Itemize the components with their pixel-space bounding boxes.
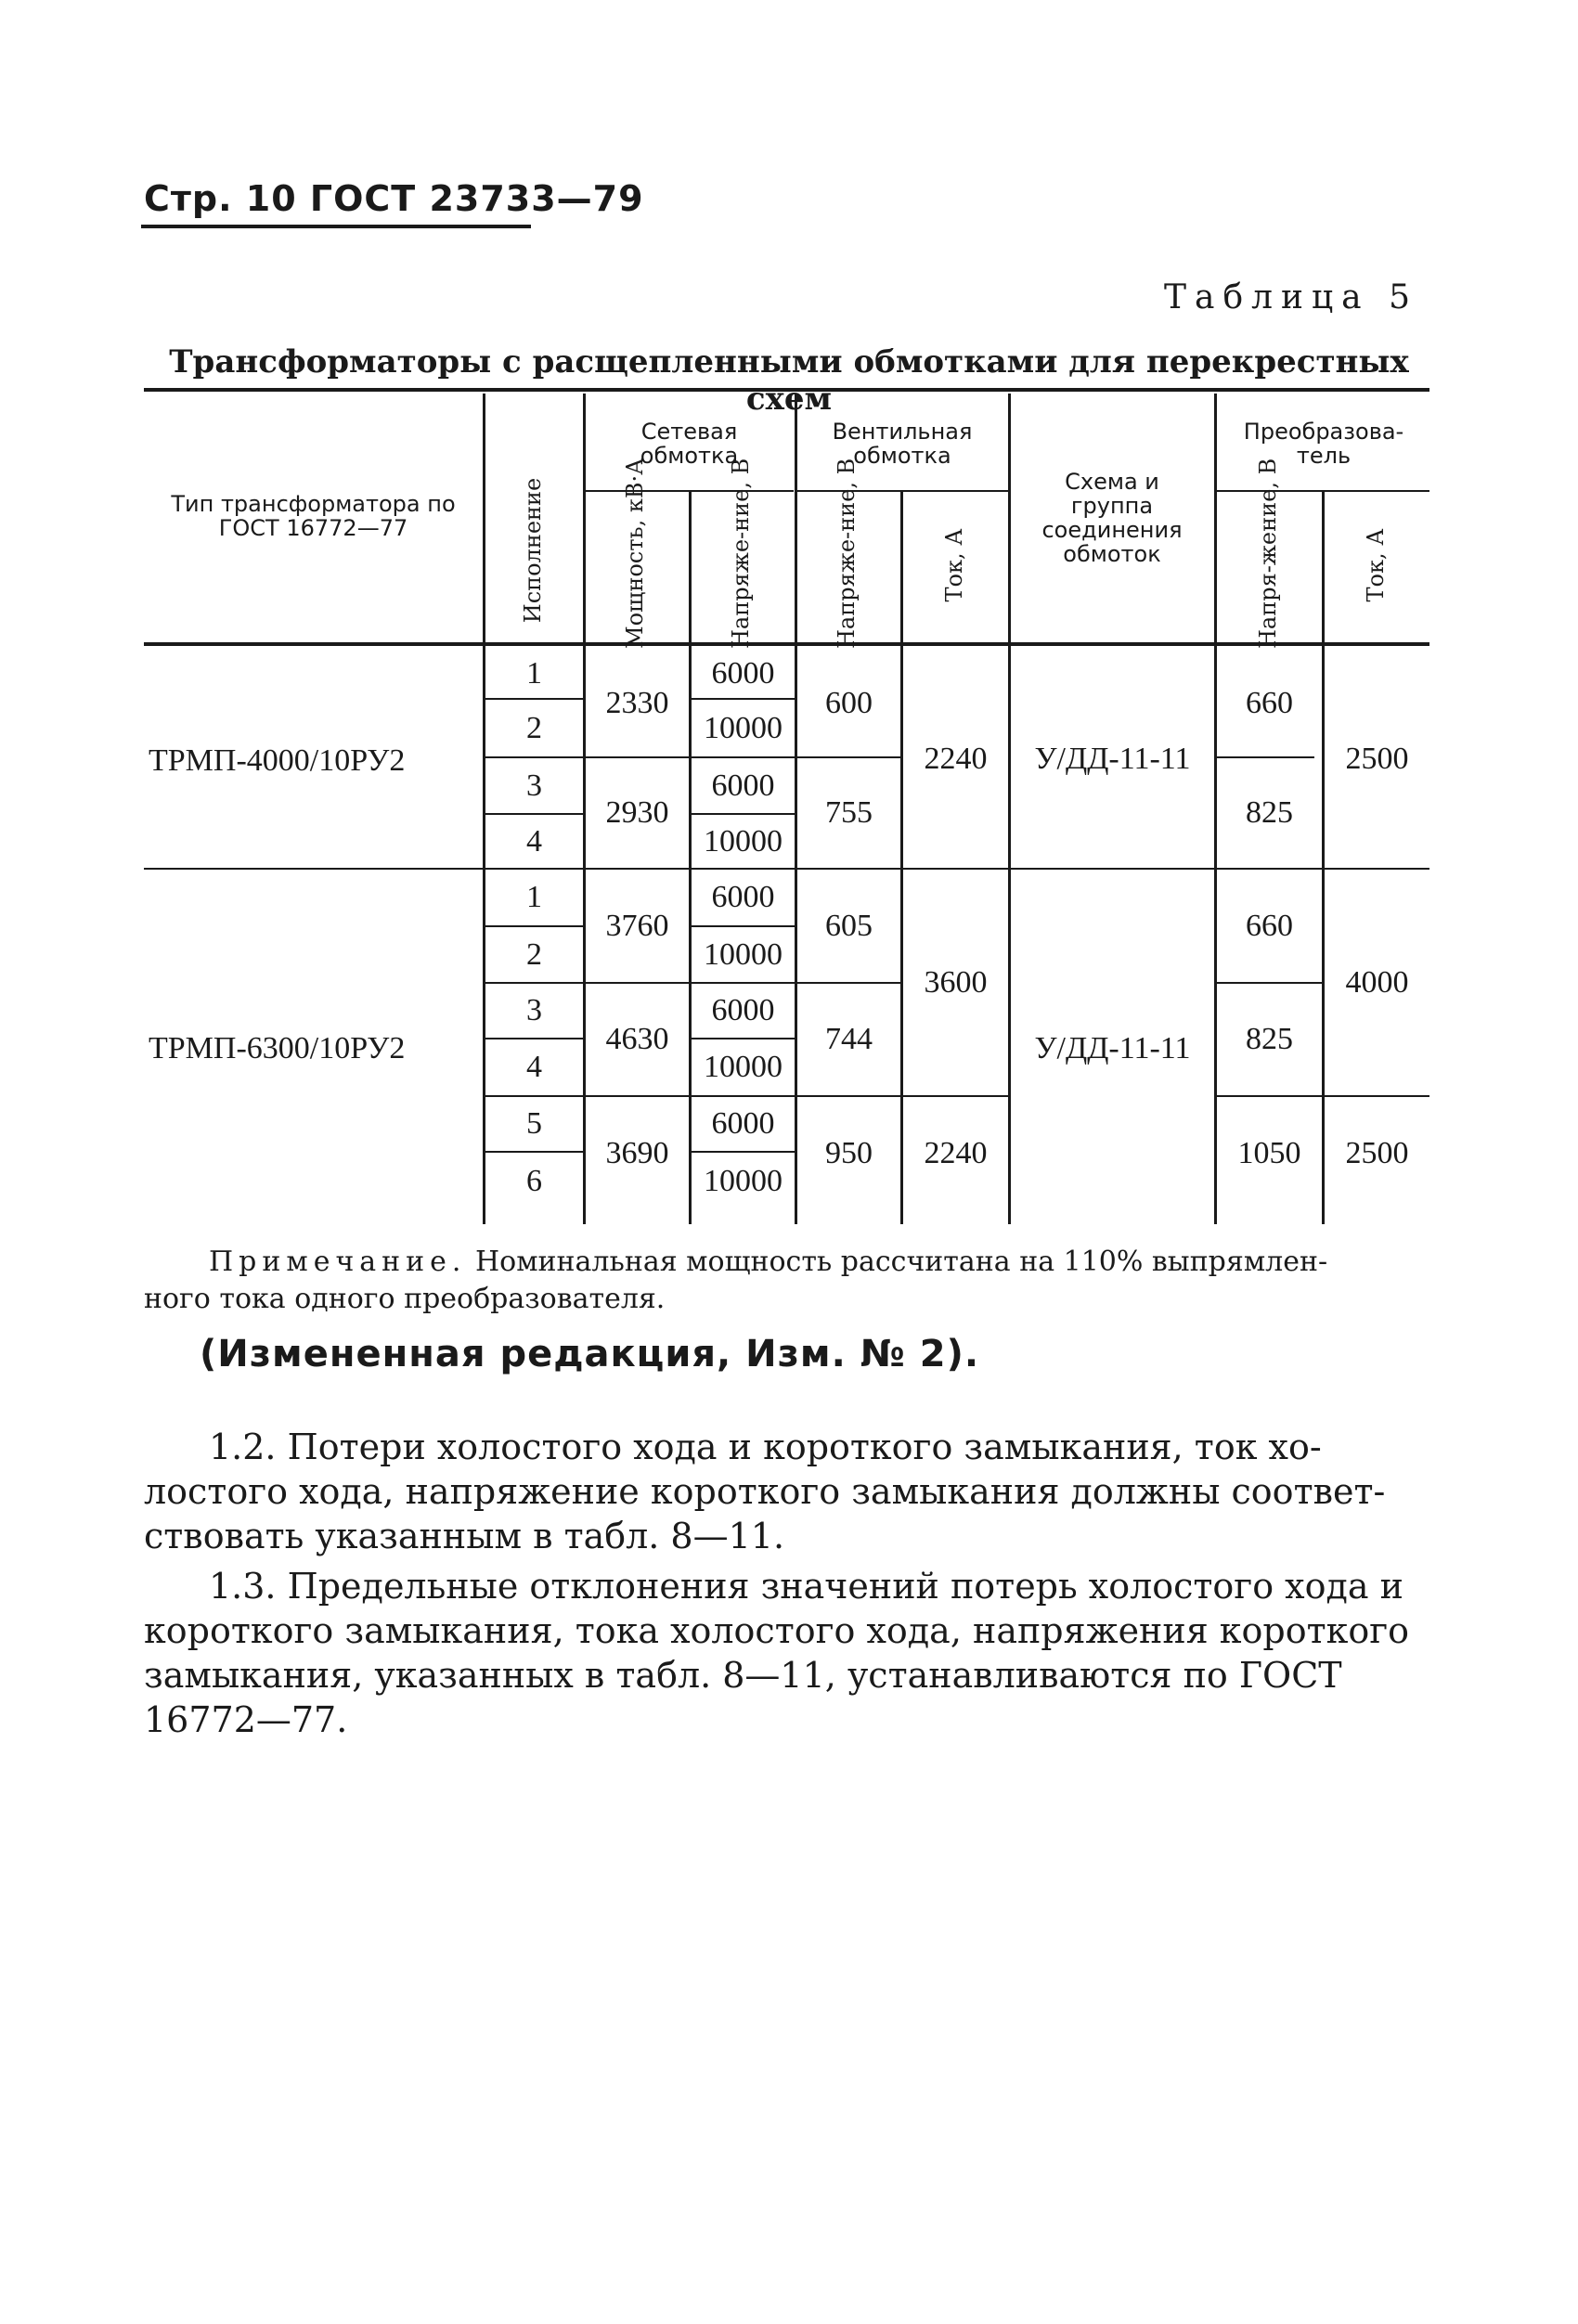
header-power: Мощность, кВ·А [622,458,648,649]
conv-voltage-cell: 825 [1246,795,1293,830]
valve-voltage-cell: 950 [825,1136,873,1170]
power-cell: 2930 [605,795,669,830]
type-cell: ТРМП-6300/10РУ2 [149,1031,406,1065]
header-voltage: Напряже-ние, В [728,458,754,649]
valve-voltage-cell: 744 [825,1022,873,1056]
para-1-3-line: 16772—77. [144,1699,348,1740]
conv-current-cell: 2500 [1345,1136,1409,1170]
header-type: Тип трансформатора по ГОСТ 16772—77 [171,491,456,541]
voltage-cell: 6000 [711,993,775,1027]
note-label: Примечание. [209,1246,467,1278]
scheme-cell: У/ДД-11-11 [1034,741,1191,776]
exec-cell: 1 [526,656,542,691]
exec-cell: 5 [526,1106,542,1141]
table-note [209,1244,1434,1281]
voltage-cell: 10000 [704,1050,783,1084]
note-text-1: Номинальная мощность рассчитана на 110% выпрямлен- [475,1246,1328,1278]
type-cell: ТРМП-4000/10РУ2 [149,743,406,778]
header-bottom-rule [144,642,1429,646]
voltage-cell: 10000 [704,936,783,972]
exec-cell: 4 [526,823,542,859]
voltage-cell: 10000 [704,823,783,859]
header-valve-current: Ток, А [941,528,967,602]
header-conv-current: Ток, А [1363,528,1389,602]
table-note-line2: ного тока одного преобразователя. [144,1283,666,1315]
exec-cell: 2 [526,936,542,972]
voltage-cell: 6000 [711,656,775,691]
valve-current-cell: 2240 [924,1136,988,1170]
exec-cell: 4 [526,1050,542,1084]
valve-voltage-cell: 600 [825,685,873,720]
exec-cell: 6 [526,1164,542,1198]
voltage-cell: 10000 [704,710,783,745]
header-network-winding: Сетевая обмотка [640,419,739,469]
valve-voltage-cell: 605 [825,908,873,943]
para-1-3-line: замыкания, указанных в табл. 8—11, устанавливаются по ГОСТ [144,1655,1342,1696]
conv-voltage-cell: 1050 [1237,1136,1301,1170]
header-scheme: Схема и группа соединения обмоток [1041,469,1183,567]
voltage-cell: 10000 [704,1164,783,1198]
para-1-2-line: ствовать указанным в табл. 8—11. [144,1516,785,1556]
para-1-3-line: короткого замыкания, тока холостого хода, напряжения короткого [144,1610,1410,1651]
header-rule [141,225,531,228]
conv-current-cell: 4000 [1345,964,1409,1000]
voltage-cell: 6000 [711,880,775,914]
para-1-2-line: 1.2. Потери холостого хода и короткого замыкания, ток хо- [209,1427,1322,1467]
power-cell: 3690 [605,1136,669,1170]
header-conv-voltage: Напря-жение, В [1255,458,1281,649]
conv-voltage-cell: 660 [1246,685,1293,720]
conv-current-cell: 2500 [1345,741,1409,776]
valve-current-cell: 2240 [924,741,988,776]
power-cell: 4630 [605,1022,669,1056]
header-converter: Преобразова-тель [1243,419,1404,469]
conv-voltage-cell: 825 [1246,1022,1293,1056]
exec-cell: 3 [526,993,542,1027]
header-execution: Исполнение [520,477,546,624]
conv-voltage-cell: 660 [1246,908,1293,943]
scheme-cell: У/ДД-11-11 [1034,1031,1191,1065]
exec-cell: 1 [526,880,542,914]
voltage-cell: 6000 [711,1106,775,1141]
header-valve-voltage: Напряже-ние, В [834,458,860,649]
valve-voltage-cell: 755 [825,795,873,830]
para-1-2-line: лостого хода, напряжение короткого замыкания должны соответ- [144,1471,1386,1512]
exec-cell: 2 [526,710,542,745]
valve-sub-rule [796,490,1010,492]
para-1-3-line: 1.3. Предельные отклонения значений потерь холостого хода и [209,1566,1403,1607]
table-number: Таблица 5 [1164,278,1418,316]
exec-cell: 3 [526,768,542,803]
power-cell: 3760 [605,908,669,943]
power-cell: 2330 [605,685,669,720]
table-title: Трансформаторы с расщепленными обмотками для перекрестных схем [169,343,1409,418]
valve-current-cell: 3600 [924,964,988,1000]
page-header: Стр. 10 ГОСТ 23733—79 [144,178,644,219]
amendment: (Измененная редакция, Изм. № 2). [200,1333,980,1375]
table-top-rule [144,388,1429,392]
header-valve-winding: Вентильная обмотка [832,419,973,469]
voltage-cell: 6000 [711,768,775,803]
